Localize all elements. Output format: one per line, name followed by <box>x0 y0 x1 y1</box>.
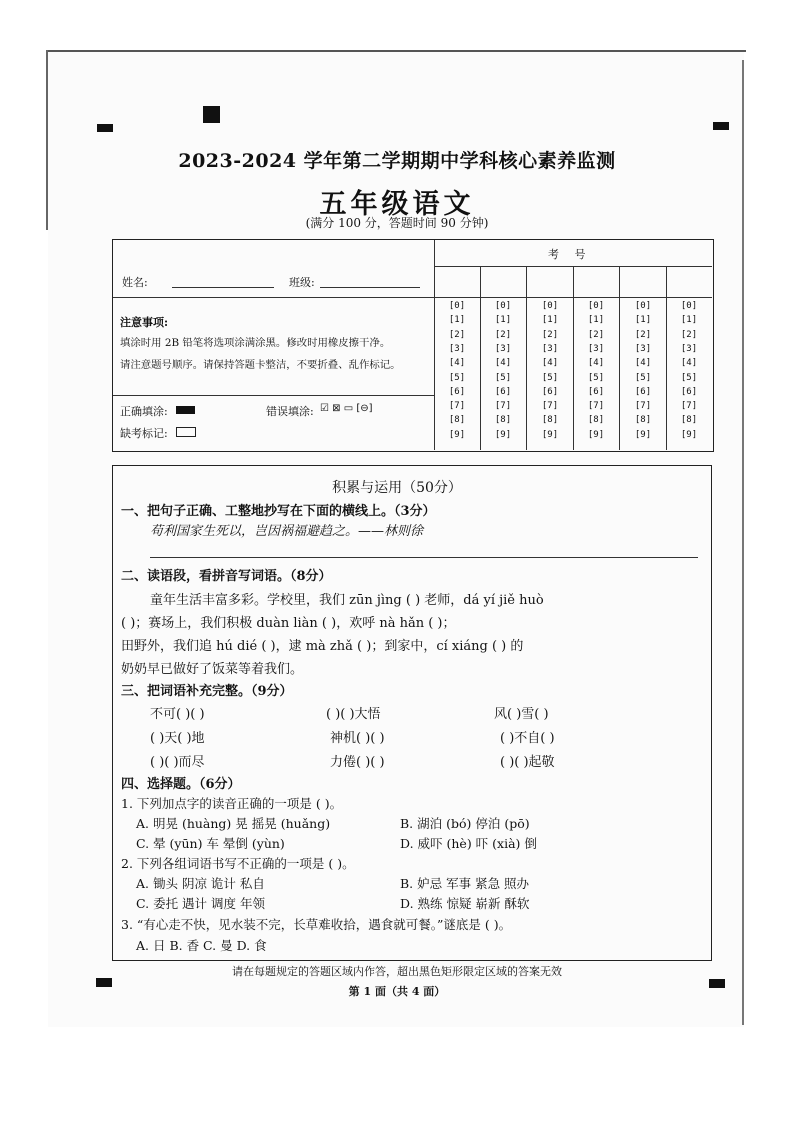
exam-number-bubble[interactable]: [7] <box>448 401 466 412</box>
q2-line-3: 田野外，我们追 hú dié ( )，逮 mà zhǎ ( )；到家中，cí xiáng ( ) 的 <box>121 639 524 654</box>
info-row-line <box>113 297 434 298</box>
exam-no-label: 考 号 <box>548 248 592 261</box>
q1-quote: 苟利国家生死以，岂因祸福避趋之。——林则徐 <box>150 524 424 539</box>
q2-line-4: 奶奶早已做好了饭菜等着我们。 <box>121 662 304 677</box>
q4-s2: 2. 下列各组词语书写不正确的一项是 ( )。 <box>121 856 355 871</box>
absent-label: 缺考标记: <box>120 427 168 440</box>
exam-number-bubble[interactable]: [2] <box>680 329 698 340</box>
q4-s1-option-c: C. 晕 (yūn) 车 晕倒 (yùn) <box>136 836 285 851</box>
exam-number-bubble[interactable]: [1] <box>680 315 698 326</box>
exam-number-bubble[interactable]: [6] <box>680 386 698 397</box>
exam-number-bubble[interactable]: [2] <box>494 329 512 340</box>
q4-s1-option-d: D. 威吓 (hè) 吓 (xià) 倒 <box>400 836 537 851</box>
name-label: 姓名: <box>122 276 148 289</box>
exam-number-bubble[interactable]: [8] <box>541 415 559 426</box>
exam-number-bubble[interactable]: [3] <box>494 343 512 354</box>
exam-number-bubble[interactable]: [6] <box>634 386 652 397</box>
registration-mark-top-right <box>713 122 729 130</box>
q4-s2-option-a: A. 锄头 阴凉 诡计 私自 <box>136 876 265 891</box>
q3-item: ( )( )而尽 <box>150 755 205 770</box>
exam-number-bubble[interactable]: [7] <box>680 401 698 412</box>
q4-s1: 1. 下列加点字的读音正确的一项是 ( )。 <box>121 796 343 811</box>
exam-number-bubble[interactable]: [4] <box>541 358 559 369</box>
q1-answer-line[interactable] <box>150 557 698 558</box>
q3-item: ( )( )起敬 <box>500 755 555 770</box>
exam-number-bubble[interactable]: [4] <box>448 358 466 369</box>
exam-number-bubble[interactable]: [9] <box>448 429 466 440</box>
registration-mark-top-center <box>203 106 220 123</box>
exam-number-bubble[interactable]: [2] <box>541 329 559 340</box>
q4-s2-option-b: B. 妒忌 军事 紧急 照办 <box>400 876 530 891</box>
exam-number-bubble[interactable]: [5] <box>634 372 652 383</box>
exam-number-bubble[interactable]: [1] <box>634 315 652 326</box>
exam-number-bubble[interactable]: [2] <box>448 329 466 340</box>
q4-title: 四、选择题。（6分） <box>121 777 241 792</box>
exam-number-bubble[interactable]: [8] <box>680 415 698 426</box>
q3-item: 神机( )( ) <box>330 731 385 746</box>
exam-number-bubble[interactable]: [0] <box>587 301 605 311</box>
wrong-fill-samples: ☑ ⊠ ▭ [⊖] <box>320 403 373 414</box>
correct-fill-sample <box>176 406 195 414</box>
exam-number-bubble[interactable]: [5] <box>494 372 512 383</box>
exam-number-bubble[interactable]: [0] <box>448 301 466 311</box>
exam-number-bubble[interactable]: [3] <box>541 343 559 354</box>
exam-number-bubble[interactable]: [4] <box>634 358 652 369</box>
exam-number-bubble[interactable]: [8] <box>634 415 652 426</box>
exam-number-bubble[interactable]: [7] <box>634 401 652 412</box>
q3-item: 力倦( )( ) <box>330 755 385 770</box>
exam-number-bubble[interactable]: [8] <box>587 415 605 426</box>
q4-s1-option-b: B. 湖泊 (bó) 停泊 (pō) <box>400 816 530 831</box>
exam-number-bubble[interactable]: [7] <box>541 401 559 412</box>
info-row-line <box>113 395 434 396</box>
absent-mark-box[interactable] <box>176 427 196 437</box>
exam-number-bubble[interactable]: [1] <box>587 315 605 326</box>
notice-title: 注意事项: <box>120 316 169 329</box>
exam-number-bubble[interactable]: [5] <box>448 372 466 383</box>
exam-number-bubble[interactable]: [6] <box>587 386 605 397</box>
exam-number-bubble[interactable]: [5] <box>680 372 698 383</box>
name-input-line[interactable] <box>172 287 274 288</box>
exam-number-bubble[interactable]: [0] <box>680 301 698 311</box>
q4-s3-options: A. 日 B. 香 C. 曼 D. 食 <box>136 938 267 953</box>
class-input-line[interactable] <box>320 287 420 288</box>
exam-number-bubble[interactable]: [2] <box>587 329 605 340</box>
registration-mark-top-left <box>97 124 113 132</box>
exam-number-bubble[interactable]: [0] <box>541 301 559 311</box>
exam-number-bubble[interactable]: [6] <box>448 386 466 397</box>
exam-number-bubble[interactable]: [4] <box>587 358 605 369</box>
wrong-fill-label: 错误填涂: <box>266 405 314 418</box>
exam-number-bubble[interactable]: [9] <box>680 429 698 440</box>
exam-number-bubble[interactable]: [4] <box>494 358 512 369</box>
exam-number-bubble[interactable]: [3] <box>587 343 605 354</box>
notice-2: 请注意题号顺序。请保持答题卡整洁，不要折叠、乱作标记。 <box>120 359 401 371</box>
footer-warning: 请在每题规定的答题区域内作答，超出黑色矩形限定区域的答案无效 <box>232 965 562 978</box>
exam-number-bubble[interactable]: [5] <box>587 372 605 383</box>
exam-number-bubble[interactable]: [6] <box>541 386 559 397</box>
exam-number-bubble[interactable]: [0] <box>494 301 512 311</box>
exam-number-bubble[interactable]: [9] <box>587 429 605 440</box>
exam-number-bubble[interactable]: [7] <box>587 401 605 412</box>
exam-number-bubble[interactable]: [1] <box>494 315 512 326</box>
page-number: 第 1 面（共 4 面） <box>348 985 446 998</box>
exam-title: 2023-2024 学年第二学期期中学科核心素养监测 <box>178 150 616 172</box>
q1-title: 一、把句子正确、工整地抄写在下面的横线上。（3分） <box>121 504 436 519</box>
exam-number-bubble[interactable]: [2] <box>634 329 652 340</box>
section-title: 积累与运用（50分） <box>332 480 462 496</box>
q4-s2-option-d: D. 熟练 惊疑 崭新 酥软 <box>400 896 530 911</box>
exam-number-bubble[interactable]: [7] <box>494 401 512 412</box>
exam-number-bubble[interactable]: [6] <box>494 386 512 397</box>
exam-number-bubble[interactable]: [9] <box>634 429 652 440</box>
q3-item: 不可( )( ) <box>150 707 205 722</box>
exam-number-bubble[interactable]: [1] <box>541 315 559 326</box>
paper-edge-top <box>46 50 746 52</box>
exam-number-bubble[interactable]: [3] <box>634 343 652 354</box>
q2-title: 二、读语段，看拼音写词语。（8分） <box>121 569 332 584</box>
subject-title: 五年级语文 <box>319 189 475 220</box>
q2-line-1: 童年生活丰富多彩。学校里，我们 zūn jìng ( ) 老师，dá yí jiě huò <box>150 593 544 608</box>
q3-item: ( )不自( ) <box>500 731 555 746</box>
class-label: 班级: <box>289 276 315 289</box>
exam-number-bubble[interactable]: [9] <box>541 429 559 440</box>
q4-s2-option-c: C. 委托 遇计 调度 年领 <box>136 896 265 911</box>
q2-line-2: ( )；赛场上，我们积极 duàn liàn ( )，欢呼 nà hǎn ( )； <box>121 616 456 631</box>
q3-title: 三、把词语补充完整。（9分） <box>121 684 293 699</box>
exam-number-bubble[interactable]: [8] <box>494 415 512 426</box>
q3-item: ( )天( )地 <box>150 731 205 746</box>
q4-s3: 3. “有心走不快，见水装不完，长草难收拾，遇食就可餐。”谜底是 ( )。 <box>121 917 512 932</box>
exam-number-bubble[interactable]: [9] <box>494 429 512 440</box>
exam-number-bubble[interactable]: [3] <box>680 343 698 354</box>
q3-item: ( )( )大悟 <box>326 707 381 722</box>
exam-number-bubble[interactable]: [5] <box>541 372 559 383</box>
exam-number-bubble[interactable]: [4] <box>680 358 698 369</box>
q4-s1-option-a: A. 明晃 (huàng) 晃 摇晃 (huǎng) <box>136 816 331 831</box>
notice-1: 填涂时用 2B 铅笔将选项涂满涂黑。修改时用橡皮擦干净。 <box>120 337 391 349</box>
exam-number-bubble[interactable]: [0] <box>634 301 652 311</box>
exam-number-bubble[interactable]: [3] <box>448 343 466 354</box>
exam-number-bubble[interactable]: [8] <box>448 415 466 426</box>
q3-item: 风( )雪( ) <box>494 707 549 722</box>
score-time-note: (满分 100 分，答题时间 90 分钟) <box>305 216 489 230</box>
correct-fill-label: 正确填涂: <box>120 405 168 418</box>
exam-number-bubble[interactable]: [1] <box>448 315 466 326</box>
